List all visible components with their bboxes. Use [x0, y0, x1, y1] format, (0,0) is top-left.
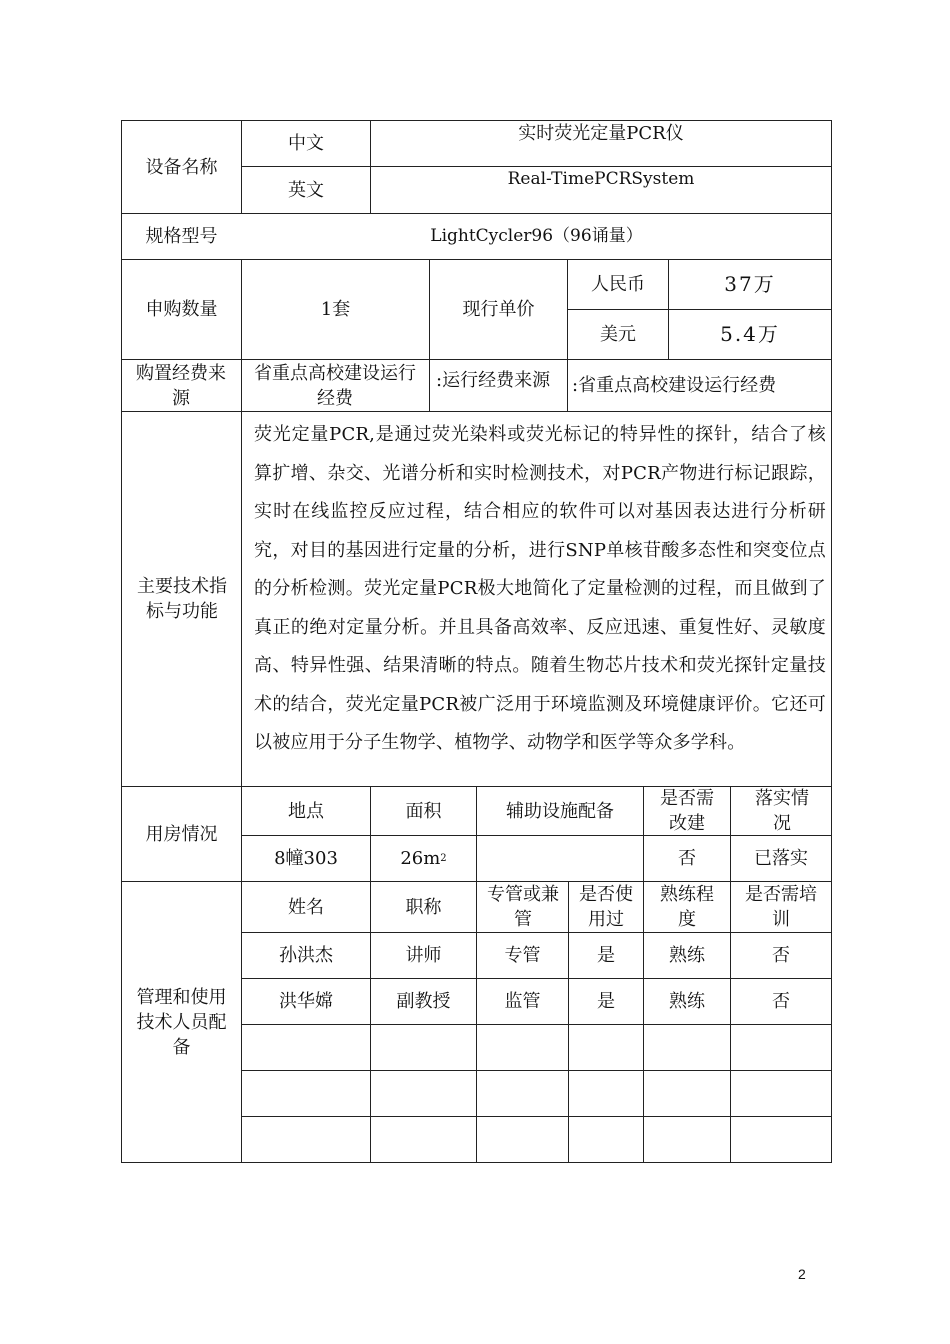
english-name-value: Real-TimePCRSystem — [507, 169, 695, 189]
room-rebuild: 否 — [678, 848, 696, 869]
staff-row2-title: 副教授 — [396, 991, 451, 1012]
rule — [831, 120, 832, 1163]
room-status: 已落实 — [754, 848, 808, 869]
staff-header-role: 专管或兼管 — [487, 884, 559, 930]
staff-header-proficiency: 熟练程度 — [660, 884, 714, 930]
room-area — [371, 836, 476, 881]
chinese-label: 中文 — [288, 133, 324, 154]
staff-row2-training: 否 — [772, 991, 790, 1012]
funding-value: 省重点高校建设运行经费 — [254, 362, 416, 409]
rule — [241, 1116, 832, 1117]
tech-label: 主要技术指标与功能 — [137, 576, 227, 622]
room-header-rebuild: 是否需改建 — [660, 788, 714, 834]
room-location: 8幢303 — [274, 848, 338, 869]
staff-row2-used: 是 — [597, 991, 615, 1012]
room-header-location: 地点 — [288, 800, 324, 822]
page-number: 2 — [798, 1266, 806, 1282]
staff-row1-used: 是 — [597, 945, 615, 966]
english-label: 英文 — [288, 179, 324, 201]
room-area-unit: 2 — [440, 853, 447, 864]
model-value: LightCycler96（96诵量） — [430, 226, 643, 246]
room-facilities — [477, 836, 643, 881]
staff-row1-training: 否 — [772, 945, 790, 966]
staff-row1-proficiency: 熟练 — [669, 945, 705, 966]
quantity-label: 申购数量 — [145, 299, 218, 320]
price-label: 现行单价 — [462, 299, 535, 320]
rule — [121, 1162, 832, 1163]
staff-row1-name: 孙洪杰 — [279, 945, 333, 966]
rule — [241, 1024, 832, 1025]
running-funding-label: :运行经费来源 — [436, 369, 551, 391]
room-header-facilities: 辅助设施配备 — [506, 800, 614, 822]
usd-value: 5.4万 — [720, 322, 780, 346]
staff-header-used: 是否使用过 — [579, 884, 633, 930]
staff-row2-role: 监管 — [504, 991, 541, 1012]
quantity-value: 1套 — [320, 299, 351, 320]
staff-row1-role: 专管 — [504, 945, 541, 966]
staff-header-title: 职称 — [405, 896, 442, 918]
chinese-name-value: 实时荧光定量PCR仪 — [518, 123, 684, 144]
staff-header-name: 姓名 — [288, 896, 324, 918]
tech-description: 荧光定量PCR,是通过荧光染料或荧光标记的特异性的探针，结合了核算扩增、杂交、光谱分析和实时检测技术，对PCR产物进行标记跟踪，实时在线监控反应过程，结合相应的软件可以对基因表达进行分析研究，对目的基因进行定量的分析，进行SNP单核苷酸多态性和突变位点的分析检测。荧光定量PCR极大地简化了定量检测的过程，而且做到了真正的绝对定量分析。并且具备高效率、反应迅速、重复性好、灵敏度高、特异性强、结果清晰的特点。随着生物芯片技术和荧光探针定量技术的结合，荧光定量PCR被广泛用于环境监测及环境健康评价。它还可以被应用于分子生物学、植物学、动物学和医学等众多学科。 — [254, 424, 826, 753]
rmb-value: 37万 — [724, 272, 776, 296]
running-funding-value: :省重点高校建设运行经费 — [572, 375, 777, 396]
room-label: 用房情况 — [145, 823, 218, 845]
staff-row1-title: 讲师 — [405, 945, 442, 966]
usd-label: 美元 — [600, 324, 636, 345]
staff-label: 管理和使用技术人员配备 — [136, 986, 227, 1058]
staff-row2-name: 洪华嫦 — [279, 991, 333, 1012]
room-header-area: 面积 — [405, 800, 442, 822]
room-area-value: 26m — [400, 848, 441, 869]
staff-row2-proficiency: 熟练 — [669, 991, 705, 1012]
rmb-label: 人民币 — [591, 274, 645, 295]
equipment-name-label: 设备名称 — [145, 156, 218, 178]
model-label: 规格型号 — [145, 226, 218, 247]
staff-header-training: 是否需培训 — [745, 884, 817, 930]
funding-label: 购置经费来源 — [136, 362, 226, 409]
room-header-status: 落实情况 — [755, 788, 809, 834]
rule — [241, 1070, 832, 1071]
